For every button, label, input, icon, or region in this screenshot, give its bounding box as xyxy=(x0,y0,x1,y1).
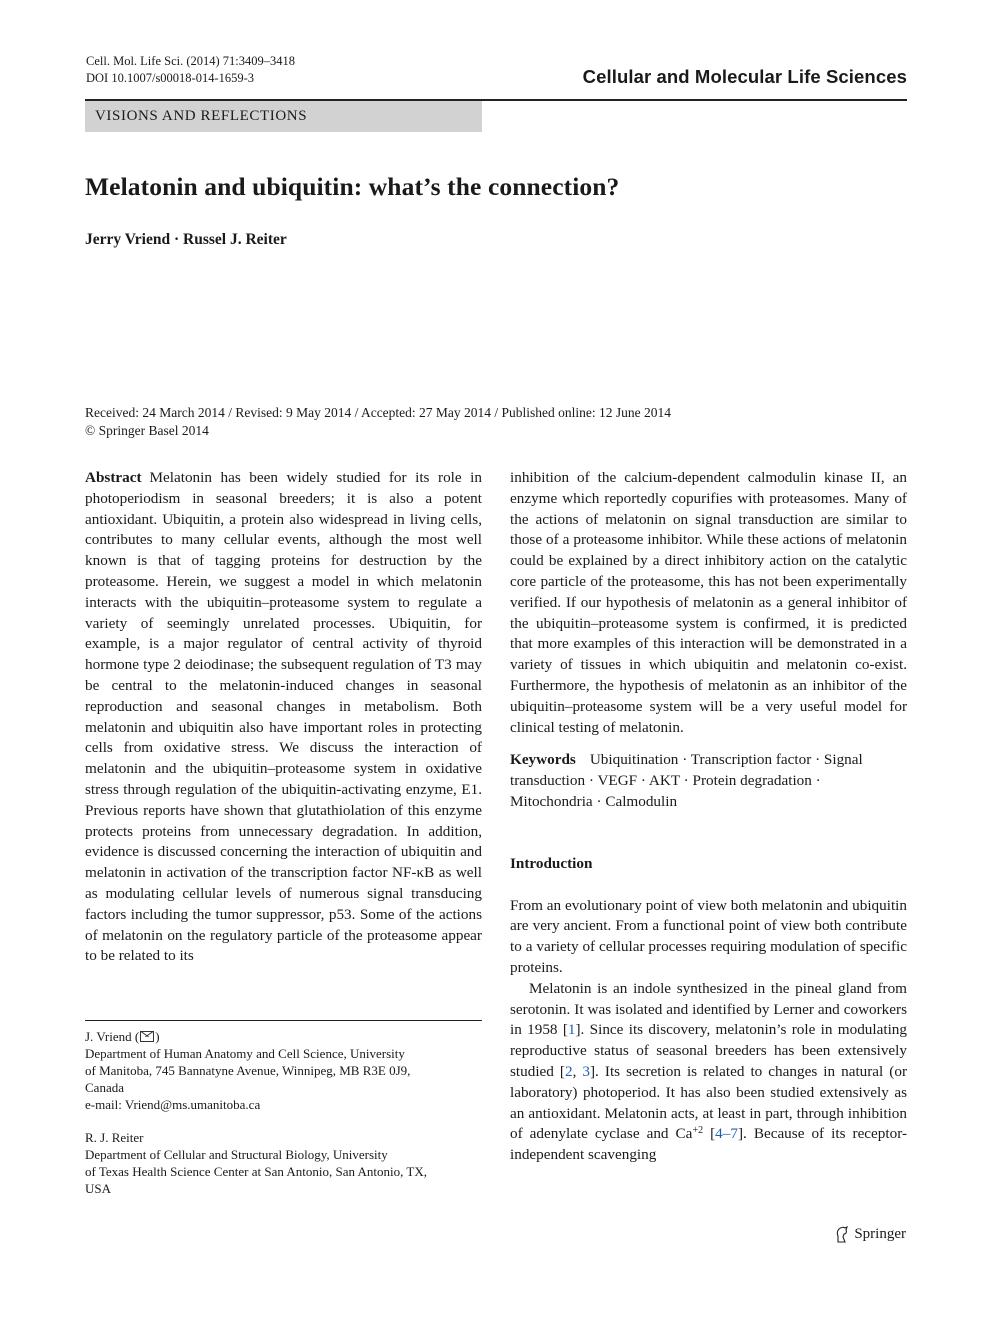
publisher-name: Springer xyxy=(854,1226,906,1242)
publisher-mark xyxy=(834,1226,906,1243)
reference-link[interactable]: 2 xyxy=(564,1062,573,1080)
citation-block xyxy=(86,53,295,87)
keywords-paragraph xyxy=(510,750,907,812)
author1-name: J. Vriend ( xyxy=(85,1029,140,1044)
keywords-text: Ubiquitination · Transcription factor · Signal transduction · VEGF · AKT · Protein degradation · Mitochondria · Calmodulin xyxy=(510,751,863,810)
reference-link[interactable]: 4–7 xyxy=(715,1125,738,1143)
footnote-rule xyxy=(85,1020,482,1021)
affiliation-line: Department of Cellular and Structural Biology, University xyxy=(85,1147,388,1162)
doi-line: DOI 10.1007/s00018-014-1659-3 xyxy=(86,71,255,85)
abstract-label: Abstract xyxy=(85,469,142,486)
author1-email[interactable]: e-mail: Vriend@ms.umanitoba.ca xyxy=(85,1097,261,1112)
citation-line: Cell. Mol. Life Sci. (2014) 71:3409–3418 xyxy=(86,54,296,68)
affiliation-line: Canada xyxy=(85,1080,124,1095)
envelope-icon xyxy=(140,1031,154,1042)
section-label: VISIONS AND REFLECTIONS xyxy=(95,108,308,124)
author2-name: R. J. Reiter xyxy=(85,1130,144,1145)
intro-text: ]. Because of its receptor-independent scavenging xyxy=(510,1125,908,1164)
intro-text: ]. Its secretion is related to changes in natural (or laboratory) photoperiod. It has also been studied extensively as an antioxidant. Melatonin acts, at least in part, through inhibition of adenylate cyclase and Ca xyxy=(510,1062,908,1143)
abstract-text: Melatonin has been widely studied for its role in photoperiodism in seasonal breeders; it is also a potent antioxidant. Ubiquitin, a protein also widespread in living cells, contributes to many cellular events, although the most well known is that of tagging proteins for destruction by the proteasome. Herein, we suggest a model in which melatonin interacts with the ubiquitin–proteasome system to regulate a variety of seemingly unrelated processes. Ubiquitin, for example, is a major regulator of central activity of thyroid hormone type 2 deiodinase; the subsequent regulation of T3 may be central to the melatonin-induced changes in seasonal reproduction and seasonal changes in metabolism. Both melatonin and ubiquitin also have important roles in protecting cells from oxidative stress. We discuss the interaction of melatonin and the ubiquitin–proteasome system in oxidative stress through regulation of the ubiquitin-activating enzyme, E1. Previous reports have shown that glutathiolation of this enzyme protects proteins from unnecessary degradation. In addition, evidence is discussed concerning the interaction of ubiquitin and melatonin in activation of the transcription factor NF-κB as well as modulating cellular levels of numerous signal transducing factors including the tumor suppressor, p53. Some of the actions of melatonin on the regulatory particle of the proteasome appear to be related to its xyxy=(85,469,482,965)
abstract-paragraph xyxy=(85,468,482,967)
intro-paragraph-1: From an evolutionary point of view both melatonin and ubiquitin are very ancient. From a functional point of view both contribute to a variety of cellular processes requiring modulation of specific proteins. xyxy=(510,896,907,976)
section-bar xyxy=(85,101,482,132)
abstract-column-left xyxy=(85,468,482,967)
section-heading-introduction: Introduction xyxy=(510,854,593,872)
keywords-label: Keywords xyxy=(510,751,576,769)
affiliation-line: Department of Human Anatomy and Cell Science, University xyxy=(85,1046,405,1061)
publication-history xyxy=(85,404,671,440)
journal-name: Cellular and Molecular Life Sciences xyxy=(582,66,907,87)
copyright-line: © Springer Basel 2014 xyxy=(85,423,209,438)
article-title: Melatonin and ubiquitin: what’s the connection? xyxy=(85,172,620,201)
intro-text: Melatonin is an indole synthesized in the pineal gland from serotonin. It was isolated and identified by Lerner and coworkers in 1958 [ xyxy=(510,979,907,1039)
intro-text: [ xyxy=(703,1125,716,1143)
affiliation-line: USA xyxy=(85,1181,112,1196)
date-line: Received: 24 March 2014 / Revised: 9 May 2014 / Accepted: 27 May 2014 / Published online: 12 June 2014 xyxy=(85,405,672,420)
reference-link[interactable]: 1 xyxy=(567,1021,576,1039)
superscript: +2 xyxy=(692,1125,704,1137)
author1-name-line xyxy=(85,1028,482,1045)
intro-text: , xyxy=(572,1062,583,1080)
abstract-continued: inhibition of the calcium-dependent calmodulin kinase II, an enzyme which reportedly copurifies with proteasomes. Many of the actions of melatonin on signal transduction are similar to those of a proteasome inhibitor. While these actions of melatonin could be explained by a direct inhibitory action on the catalytic core particle of the proteasome, this has not been experimentally verified. If our hypothesis of melatonin as a general inhibitor of the ubiquitin–proteasome system is confirmed, it is predicted that more examples of this interaction will be demonstrated in a variety of tissues in which ubiquitin and melatonin co-exist. Furthermore, the hypothesis of melatonin as an inhibitor of the ubiquitin–proteasome system will be a very useful model for clinical testing of melatonin. xyxy=(510,469,907,736)
intro-text: ]. Since its discovery, melatonin’s role in modulating reproductive status of seasonal breeders has been extensively studied [ xyxy=(510,1021,907,1080)
right-column xyxy=(510,468,907,1166)
intro-paragraph-2 xyxy=(510,979,907,1166)
springer-horse-icon xyxy=(834,1226,849,1243)
author-list: Jerry Vriend · Russel J. Reiter xyxy=(85,231,287,248)
author1-name-end: ) xyxy=(155,1029,160,1044)
affiliation-line: of Manitoba, 745 Bannatyne Avenue, Winnipeg, MB R3E 0J9, xyxy=(85,1063,411,1078)
author-affiliations xyxy=(85,1028,482,1197)
affiliation-line: of Texas Health Science Center at San Antonio, San Antonio, TX, xyxy=(85,1164,427,1179)
reference-link[interactable]: 3 xyxy=(582,1062,590,1080)
